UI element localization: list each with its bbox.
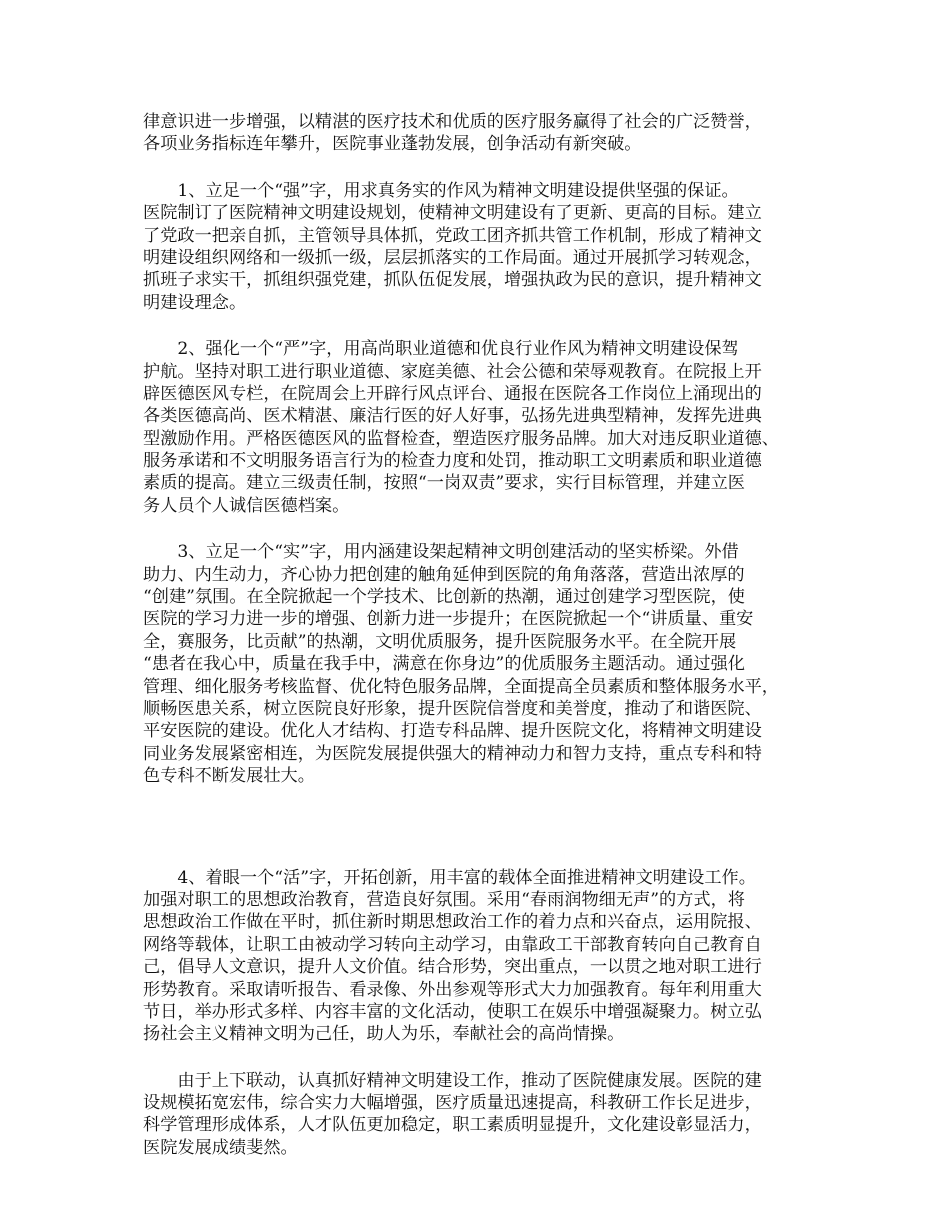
text-line: 思想政治工作做在平时，抓住新时期思想政治工作的着力点和兴奋点，运用院报、 [143, 912, 762, 933]
paragraph-gap [143, 1046, 823, 1070]
paragraph-point-1 [143, 180, 823, 314]
text-line: 节日，举办形式多样、内容丰富的文化活动，使职工在娱乐中增强凝聚力。树立弘 [143, 1001, 762, 1022]
text-line: 各项业务指标连年攀升，医院事业蓬勃发展，创争活动有新突破。 [143, 134, 642, 155]
text-line: 平安医院的建设。优化人才结构、打造专科品牌、提升医院文化，将精神文明建设 [143, 721, 762, 742]
text-line: 各类医德高尚、医术精湛、廉洁行医的好人好事，弘扬先进典型精神，发挥先进典 [143, 406, 762, 427]
text-line: 顺畅医患关系，树立医院良好形象，提升医院信誉度和美誉度，推动了和谐医院、 [143, 698, 762, 719]
text-line: 护航。坚持对职工进行职业道德、家庭美德、社会公德和荣辱观教育。在院报上开 [143, 361, 762, 382]
text-line: 形势教育。采取请听报告、看录像、外出参观等形式大力加强教育。每年利用重大 [143, 979, 762, 1000]
paragraph-gap [143, 517, 823, 541]
text-line: 辟医德医风专栏，在院周会上开辟行风点评台、通报在医院各工作岗位上涌现出的 [143, 383, 762, 404]
text-line: 医院的学习力进一步的增强、创新力进一步提升；在医院掀起一个“讲质量、重安 [143, 609, 754, 630]
paragraph-point-2 [143, 338, 823, 517]
text-line: 同业务发展紧密相连，为医院发展提供强大的精神动力和智力支持，重点专科和特 [143, 743, 762, 764]
text-line: 由于上下联动，认真抓好精神文明建设工作，推动了医院健康发展。医院的建 [143, 1070, 762, 1091]
paragraph-gap-large [143, 788, 823, 867]
text-line: 1、立足一个“强”字，用求真务实的作风为精神文明建设提供坚强的保证。 [143, 180, 739, 201]
text-line: 管理、细化服务考核监督、优化特色服务品牌，全面提高全员素质和整体服务水平， [143, 676, 779, 697]
text-line: 医院发展成绩斐然。 [143, 1137, 298, 1158]
text-line: 色专科不断发展壮大。 [143, 766, 315, 787]
text-line: 己，倡导人文意识，提升人文价值。结合形势，突出重点，一以贯之地对职工进行 [143, 957, 762, 978]
text-line: 4、着眼一个“活”字，开拓创新，用丰富的载体全面推进精神文明建设工作。 [143, 867, 756, 888]
document-body [143, 111, 823, 1159]
text-line: 明建设组织网络和一级抓一级，层层抓落实的工作局面。通过开展抓学习转观念， [143, 247, 762, 268]
text-line: “创建”氛围。在全院掀起一个学技术、比创新的热潮，通过创建学习型医院，使 [143, 587, 745, 608]
text-line: 抓班子求实干，抓组织强党建，抓队伍促发展，增强执政为民的意识，提升精神文 [143, 270, 762, 291]
text-line: 了党政一把亲自抓，主管领导具体抓，党政工团齐抓共管工作机制，形成了精神文 [143, 225, 762, 246]
paragraph-gap [143, 314, 823, 338]
text-line: 型激励作用。严格医德医风的监督检查，塑造医疗服务品牌。加大对违反职业道德、 [143, 428, 779, 449]
text-line: 科学管理形成体系，人才队伍更加稳定，职工素质明显提升，文化建设彰显活力， [143, 1115, 762, 1136]
text-line: 律意识进一步增强，以精湛的医疗技术和优质的医疗服务赢得了社会的广泛赞誉， [143, 112, 762, 132]
paragraph-conclusion [143, 1070, 823, 1160]
text-line: 全，赛服务，比贡献”的热潮，文明优质服务，提升医院服务水平。在全院开展 [143, 631, 737, 652]
text-line: 务人员个人诚信医德档案。 [143, 495, 350, 516]
text-line: 素质的提高。建立三级责任制，按照“一岗双责”要求，实行目标管理，并建立医 [143, 473, 745, 494]
text-line: 2、强化一个“严”字，用高尚职业道德和优良行业作风为精神文明建设保驾 [143, 339, 739, 360]
text-line: 设规模拓宽宏伟，综合实力大幅增强，医疗质量迅速提高，科教研工作长足进步， [143, 1093, 762, 1114]
text-line: 明建设理念。 [143, 292, 247, 313]
text-line: 服务承诺和不文明服务语言行为的检查力度和处罚，推动职工文明素质和职业道德 [143, 451, 762, 472]
text-line: 加强对职工的思想政治教育，营造良好氛围。采用“春雨润物细无声”的方式，将 [143, 889, 745, 910]
text-line: 医院制订了医院精神文明建设规划，使精神文明建设有了更新、更高的目标。建立 [143, 203, 762, 224]
text-line: 扬社会主义精神文明为己任，助人为乐，奉献社会的高尚情操。 [143, 1024, 625, 1045]
paragraph-gap [143, 156, 823, 180]
paragraph-intro-continuation [143, 111, 823, 156]
text-line: 网络等载体，让职工由被动学习转向主动学习，由靠政工干部教育转向自己教育自 [143, 934, 762, 955]
paragraph-point-3 [143, 541, 823, 787]
text-line: “患者在我心中，质量在我手中，满意在你身边”的优质服务主题活动。通过强化 [143, 654, 745, 675]
text-line: 3、立足一个“实”字，用内涵建设架起精神文明创建活动的坚实桥梁。外借 [143, 542, 739, 563]
paragraph-point-4 [143, 867, 823, 1046]
text-line: 助力、内生动力，齐心协力把创建的触角延伸到医院的角角落落，营造出浓厚的 [143, 564, 745, 585]
